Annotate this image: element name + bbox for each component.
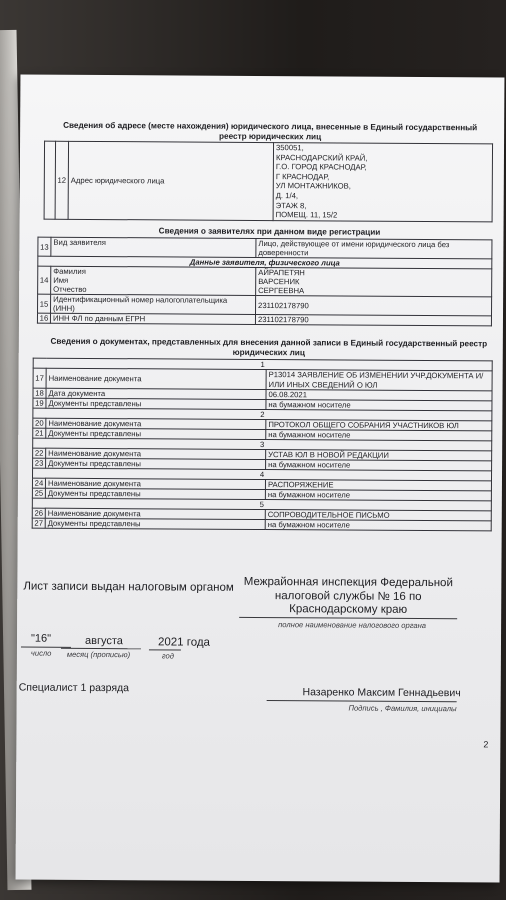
row-number: 13 xyxy=(38,237,51,256)
month-caption: месяц (прописью) xyxy=(66,649,131,660)
row-number: 17 xyxy=(33,368,46,388)
field-label: Документы представлены xyxy=(45,488,265,499)
doc-group-index: 1 xyxy=(33,358,492,371)
applicant-type-value: Лицо, действующее от имени юридического лица без доверенности xyxy=(256,238,492,258)
doc-name-value: УСТАВ ЮЛ В НОВОЙ РЕДАКЦИИ xyxy=(266,450,492,461)
date-day: "16" xyxy=(30,632,52,645)
issued-by-label: Лист записи выдан налоговым органом xyxy=(23,580,234,594)
date-year: 2021 года xyxy=(157,636,211,649)
address-section-title: Сведения об адресе (месте нахождения) юридического лица, внесенные в Единый государственный реестр юридических лиц xyxy=(63,120,478,141)
address-value: 350051, КРАСНОДАРСКИЙ КРАЙ, Г.О. ГОРОД КРАСНОДАР, Г КРАСНОДАР, УЛ МОНТАЖНИКОВ, Д. 1/4, ЭТАЖ 8, ПОМЕЩ. 11, 15/2 xyxy=(273,143,492,222)
day-caption: число xyxy=(30,648,52,658)
documents-section-title: Сведения о документах, представленных для внесения данной записи в Единый государственный реестр юридических лиц xyxy=(50,336,488,357)
field-label: Дата документа xyxy=(46,388,266,399)
field-label: Документы представлены xyxy=(46,428,266,439)
page-number: 2 xyxy=(483,739,489,750)
row-number: 24 xyxy=(32,478,45,488)
inn-label: Идентификационный номер налогоплательщика (ИНН) xyxy=(51,294,256,314)
row-number: 23 xyxy=(33,458,46,468)
doc-name-value: СОПРОВОДИТЕЛЬНОЕ ПИСЬМО xyxy=(265,510,491,521)
inn-egrn-label: ИНН ФЛ по данным ЕГРН xyxy=(50,313,255,324)
inn-egrn-value: 231102178790 xyxy=(255,314,491,325)
doc-medium-value: на бумажном носителе xyxy=(266,460,492,471)
row-number: 20 xyxy=(33,418,46,428)
official-position: Специалист 1 разряда xyxy=(18,681,130,695)
row-number: 25 xyxy=(32,488,45,498)
field-label: Наименование документа xyxy=(46,368,266,389)
signature-caption: Подпись , Фамилия, инициалы xyxy=(348,703,457,714)
doc-name-value: РАСПОРЯЖЕНИЕ xyxy=(265,480,491,491)
row-number: 12 xyxy=(55,141,68,219)
signature-underline xyxy=(267,700,457,702)
doc-medium-value: на бумажном носителе xyxy=(266,400,492,411)
documents-table xyxy=(32,358,493,532)
field-label: Наименование документа xyxy=(46,418,266,429)
row-number: 18 xyxy=(33,388,46,398)
signer-name: Назаренко Максим Геннадьевич xyxy=(302,686,461,700)
doc-name-value: ПРОТОКОЛ ОБЩЕГО СОБРАНИЯ УЧАСТНИКОВ ЮЛ xyxy=(266,420,492,431)
row-number: 16 xyxy=(37,313,50,323)
field-label: Вид заявителя xyxy=(51,237,256,257)
date-month: августа xyxy=(84,634,123,648)
field-label: Наименование документа xyxy=(45,508,265,519)
field-label: Документы представлены xyxy=(45,518,265,529)
row-number: 27 xyxy=(32,518,45,528)
doc-group-index: 3 xyxy=(33,438,492,451)
address-table xyxy=(44,141,493,222)
row-number: 19 xyxy=(33,398,46,408)
doc-name-value: Р13014 ЗАЯВЛЕНИЕ ОБ ИЗМЕНЕНИИ УЧР.ДОКУМЕНТА И/ИЛИ ИНЫХ СВЕДЕНИЙ О ЮЛ xyxy=(266,370,492,391)
name-values: АЙРАПЕТЯН ВАРСЕНИК СЕРГЕЕВНА xyxy=(256,267,492,296)
field-label: Документы представлены xyxy=(46,458,266,469)
doc-medium-value: на бумажном носителе xyxy=(265,520,491,531)
row-number: 21 xyxy=(33,428,46,438)
row-number: 22 xyxy=(33,448,46,458)
row-number: 26 xyxy=(32,508,45,518)
field-label: Адрес юридического лица xyxy=(68,141,273,220)
row-number: 15 xyxy=(38,294,51,313)
doc-group-index: 4 xyxy=(32,468,491,481)
inn-value: 231102178790 xyxy=(256,295,492,315)
name-labels: Фамилия Имя Отчество xyxy=(51,266,256,295)
document-sheet xyxy=(16,75,505,883)
field-label: Наименование документа xyxy=(46,448,266,459)
applicant-subheader: Данные заявителя, физического лица xyxy=(38,256,492,269)
field-label: Документы представлены xyxy=(46,398,266,409)
applicants-section-title: Сведения о заявителях при данном виде регистрации xyxy=(158,226,381,237)
doc-group-index: 5 xyxy=(32,498,491,511)
doc-medium-value: на бумажном носителе xyxy=(265,490,491,501)
field-label: Наименование документа xyxy=(45,478,265,489)
applicants-table xyxy=(37,237,493,327)
authority-underline xyxy=(239,617,457,619)
doc-medium-value: на бумажном носителе xyxy=(266,430,492,441)
tax-authority-name: Межрайонная инспекция Федеральной налоговой службы № 16 по Краснодарскому краю xyxy=(243,575,453,616)
doc-group-index: 2 xyxy=(33,408,492,421)
authority-caption: полное наименование налогового органа xyxy=(278,620,427,631)
year-caption: год xyxy=(161,651,175,661)
year-underline xyxy=(149,649,181,650)
row-number: 14 xyxy=(38,266,51,294)
doc-date-value: 06.08.2021 xyxy=(266,390,492,401)
